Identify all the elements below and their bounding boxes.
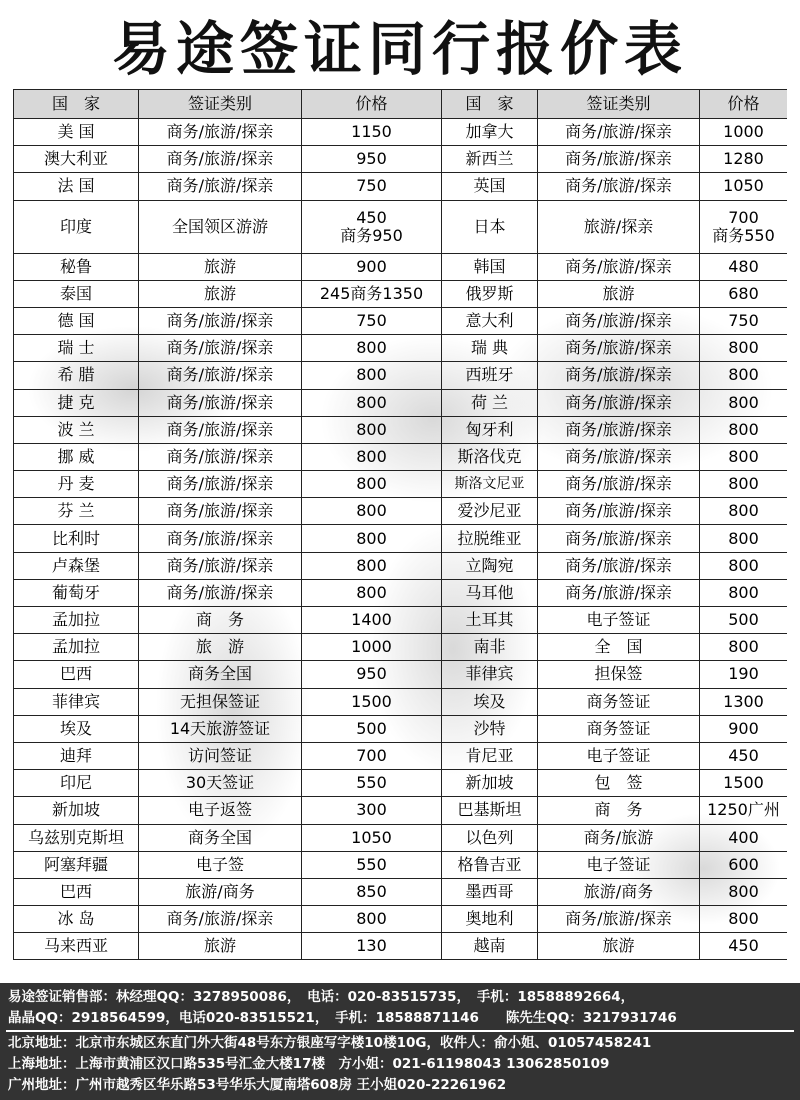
cell-country-right: 西班牙: [442, 362, 538, 389]
table-row: [14, 443, 788, 470]
cell-price-right: 500: [700, 607, 788, 634]
cell-price-right: 800: [700, 362, 788, 389]
cell-country-left: 新加坡: [14, 797, 139, 824]
cell-price-right: 800: [700, 525, 788, 552]
table-row: [14, 607, 788, 634]
cell-price-left: 800: [302, 552, 442, 579]
header-visa-type-right: 签证类别: [538, 90, 700, 119]
table-row: [14, 253, 788, 280]
cell-country-right: 马耳他: [442, 579, 538, 606]
cell-country-right: 瑞 典: [442, 335, 538, 362]
cell-price-right: 680: [700, 280, 788, 307]
cell-price-left: 750: [302, 173, 442, 200]
footer-sales-line-2: 晶晶QQ：2918564599，电话020-83515521， 手机：18588871146 陈先生QQ：3217931746: [8, 1010, 677, 1026]
cell-visa-type-right: 旅游: [538, 933, 700, 960]
cell-visa-type-right: 商务/旅游/探亲: [538, 579, 700, 606]
cell-visa-type-right: 商务/旅游/探亲: [538, 146, 700, 173]
cell-price-left: 800: [302, 362, 442, 389]
cell-visa-type-right: 商务/旅游/探亲: [538, 119, 700, 146]
price-table: [13, 89, 787, 960]
footer-divider: [6, 1030, 794, 1032]
cell-visa-type-left: 商务/旅游/探亲: [139, 525, 302, 552]
table-row: [14, 119, 788, 146]
cell-visa-type-right: 电子签证: [538, 851, 700, 878]
cell-visa-type-left: 旅游: [139, 253, 302, 280]
cell-price-right: 190: [700, 661, 788, 688]
cell-price-right: 1050: [700, 173, 788, 200]
cell-visa-type-right: 商务/旅游/探亲: [538, 416, 700, 443]
table-row: [14, 906, 788, 933]
cell-visa-type-left: 商务全国: [139, 661, 302, 688]
cell-visa-type-right: 担保签: [538, 661, 700, 688]
cell-price-left: 300: [302, 797, 442, 824]
cell-country-left: 巴西: [14, 661, 139, 688]
cell-country-left: 泰国: [14, 280, 139, 307]
cell-visa-type-left: 无担保签证: [139, 688, 302, 715]
cell-price-left: 850: [302, 878, 442, 905]
cell-country-right: 土耳其: [442, 607, 538, 634]
cell-country-left: 冰 岛: [14, 906, 139, 933]
cell-price-right: 800: [700, 579, 788, 606]
table-row: [14, 146, 788, 173]
header-country-right: 国 家: [442, 90, 538, 119]
cell-country-right: 南非: [442, 634, 538, 661]
table-row: [14, 335, 788, 362]
cell-price-left: 1400: [302, 607, 442, 634]
table-row: [14, 280, 788, 307]
table-body: [14, 119, 788, 960]
cell-visa-type-left: 商务全国: [139, 824, 302, 851]
header-country-left: 国 家: [14, 90, 139, 119]
cell-visa-type-left: 旅 游: [139, 634, 302, 661]
cell-country-right: 埃及: [442, 688, 538, 715]
cell-visa-type-left: 商务/旅游/探亲: [139, 443, 302, 470]
cell-country-right: 加拿大: [442, 119, 538, 146]
cell-visa-type-left: 商务/旅游/探亲: [139, 173, 302, 200]
cell-visa-type-right: 商务/旅游/探亲: [538, 552, 700, 579]
cell-price-right: 750: [700, 307, 788, 334]
cell-price-right: 600: [700, 851, 788, 878]
cell-price-left: 900: [302, 253, 442, 280]
table-row: [14, 878, 788, 905]
footer-shanghai-address: 上海地址：上海市黄浦区汉口路535号汇金大楼17楼 方小姐：021-61198043 13062850109: [8, 1056, 610, 1072]
cell-price-left: 800: [302, 335, 442, 362]
table-row: [14, 173, 788, 200]
cell-price-left: 800: [302, 471, 442, 498]
cell-visa-type-right: 旅游/探亲: [538, 200, 700, 253]
price-table-container: [13, 89, 787, 977]
cell-country-left: 法 国: [14, 173, 139, 200]
cell-country-left: 埃及: [14, 715, 139, 742]
cell-price-right: 1280: [700, 146, 788, 173]
cell-country-right: 新西兰: [442, 146, 538, 173]
cell-price-left: 1050: [302, 824, 442, 851]
cell-price-left: 950: [302, 661, 442, 688]
cell-country-left: 美 国: [14, 119, 139, 146]
cell-price-left: 800: [302, 906, 442, 933]
cell-visa-type-left: 访问签证: [139, 742, 302, 769]
cell-country-right: 沙特: [442, 715, 538, 742]
page-title: 易途签证同行报价表: [111, 15, 688, 83]
cell-price-left: 750: [302, 307, 442, 334]
cell-price-right: 1000: [700, 119, 788, 146]
footer-guangzhou-address: 广州地址：广州市越秀区华乐路53号华乐大厦南塔608房 王小姐020-22261962: [8, 1077, 507, 1093]
cell-visa-type-left: 商务/旅游/探亲: [139, 906, 302, 933]
cell-country-right: 英国: [442, 173, 538, 200]
cell-price-right: 1500: [700, 770, 788, 797]
cell-visa-type-left: 商务/旅游/探亲: [139, 579, 302, 606]
cell-visa-type-right: 商务签证: [538, 688, 700, 715]
cell-visa-type-right: 商务/旅游/探亲: [538, 443, 700, 470]
cell-visa-type-right: 商务/旅游/探亲: [538, 253, 700, 280]
cell-price-left: 550: [302, 851, 442, 878]
cell-country-right: 意大利: [442, 307, 538, 334]
cell-visa-type-right: 商务/旅游: [538, 824, 700, 851]
cell-country-left: 葡萄牙: [14, 579, 139, 606]
cell-country-right: 越南: [442, 933, 538, 960]
cell-visa-type-right: 电子签证: [538, 607, 700, 634]
cell-price-left: 500: [302, 715, 442, 742]
cell-country-right: 奥地利: [442, 906, 538, 933]
cell-price-right: 800: [700, 416, 788, 443]
cell-visa-type-left: 旅游/商务: [139, 878, 302, 905]
cell-country-left: 印尼: [14, 770, 139, 797]
cell-country-left: 孟加拉: [14, 607, 139, 634]
cell-country-right: 立陶宛: [442, 552, 538, 579]
cell-visa-type-right: 旅游/商务: [538, 878, 700, 905]
cell-visa-type-left: 商务/旅游/探亲: [139, 389, 302, 416]
table-row: [14, 797, 788, 824]
table-row: [14, 389, 788, 416]
cell-price-left: 1150: [302, 119, 442, 146]
cell-visa-type-right: 商务/旅游/探亲: [538, 335, 700, 362]
cell-country-left: 巴西: [14, 878, 139, 905]
cell-visa-type-right: 商务/旅游/探亲: [538, 525, 700, 552]
cell-price-right: 800: [700, 389, 788, 416]
cell-country-right: 俄罗斯: [442, 280, 538, 307]
cell-country-right: 荷 兰: [442, 389, 538, 416]
cell-visa-type-right: 商务/旅游/探亲: [538, 173, 700, 200]
cell-price-right: 450: [700, 742, 788, 769]
cell-country-left: 挪 威: [14, 443, 139, 470]
cell-visa-type-left: 商务/旅游/探亲: [139, 471, 302, 498]
table-row: [14, 362, 788, 389]
cell-country-right: 斯洛文尼亚: [442, 471, 538, 498]
cell-price-left: 800: [302, 416, 442, 443]
cell-country-left: 比利时: [14, 525, 139, 552]
table-header-row: [14, 90, 788, 119]
cell-price-right: 800: [700, 335, 788, 362]
cell-visa-type-right: 商务/旅游/探亲: [538, 906, 700, 933]
cell-price-left: 800: [302, 525, 442, 552]
cell-visa-type-left: 商务/旅游/探亲: [139, 498, 302, 525]
cell-country-left: 捷 克: [14, 389, 139, 416]
table-row: [14, 933, 788, 960]
cell-price-right: 900: [700, 715, 788, 742]
cell-visa-type-right: 商务/旅游/探亲: [538, 471, 700, 498]
cell-visa-type-left: 全国领区游游: [139, 200, 302, 253]
cell-price-left: 1500: [302, 688, 442, 715]
cell-country-left: 德 国: [14, 307, 139, 334]
cell-visa-type-right: 全 国: [538, 634, 700, 661]
cell-country-right: 日本: [442, 200, 538, 253]
cell-country-right: 爱沙尼亚: [442, 498, 538, 525]
table-row: [14, 552, 788, 579]
cell-visa-type-left: 电子签: [139, 851, 302, 878]
cell-price-right: 800: [700, 906, 788, 933]
cell-country-right: 巴基斯坦: [442, 797, 538, 824]
table-row: [14, 416, 788, 443]
cell-country-left: 希 腊: [14, 362, 139, 389]
cell-country-left: 波 兰: [14, 416, 139, 443]
cell-price-left: 800: [302, 579, 442, 606]
cell-country-left: 澳大利亚: [14, 146, 139, 173]
cell-visa-type-right: 商务/旅游/探亲: [538, 362, 700, 389]
cell-visa-type-left: 14天旅游签证: [139, 715, 302, 742]
table-row: [14, 770, 788, 797]
cell-visa-type-left: 旅游: [139, 933, 302, 960]
header-visa-type-left: 签证类别: [139, 90, 302, 119]
cell-price-right: 800: [700, 634, 788, 661]
table-row: [14, 498, 788, 525]
cell-country-right: 新加坡: [442, 770, 538, 797]
cell-country-left: 芬 兰: [14, 498, 139, 525]
cell-visa-type-right: 旅游: [538, 280, 700, 307]
cell-country-left: 瑞 士: [14, 335, 139, 362]
cell-visa-type-right: 商务/旅游/探亲: [538, 498, 700, 525]
cell-country-right: 格鲁吉亚: [442, 851, 538, 878]
table-row: [14, 824, 788, 851]
contact-footer: [0, 983, 800, 1100]
cell-country-left: 菲律宾: [14, 688, 139, 715]
table-row: [14, 661, 788, 688]
cell-visa-type-right: 商务签证: [538, 715, 700, 742]
cell-country-right: 斯洛伐克: [442, 443, 538, 470]
cell-price-left: 1000: [302, 634, 442, 661]
cell-country-left: 卢森堡: [14, 552, 139, 579]
cell-visa-type-right: 商 务: [538, 797, 700, 824]
cell-price-right: 800: [700, 878, 788, 905]
table-row: [14, 742, 788, 769]
cell-visa-type-left: 商 务: [139, 607, 302, 634]
cell-visa-type-right: 商务/旅游/探亲: [538, 389, 700, 416]
cell-price-left: 550: [302, 770, 442, 797]
table-row: [14, 200, 788, 253]
table-row: [14, 688, 788, 715]
cell-country-left: 乌兹别克斯坦: [14, 824, 139, 851]
cell-visa-type-left: 商务/旅游/探亲: [139, 307, 302, 334]
table-row: [14, 471, 788, 498]
table-row: [14, 634, 788, 661]
footer-sales-line-1: 易途签证销售部：林经理QQ：3278950086， 电话：020-83515735， 手机：18588892664，: [8, 989, 635, 1005]
cell-country-left: 秘鲁: [14, 253, 139, 280]
cell-visa-type-left: 商务/旅游/探亲: [139, 416, 302, 443]
cell-price-right: 800: [700, 471, 788, 498]
cell-price-left: 450 商务950: [302, 200, 442, 253]
cell-visa-type-left: 旅游: [139, 280, 302, 307]
cell-price-right: 700 商务550: [700, 200, 788, 253]
footer-beijing-address: 北京地址：北京市东城区东直门外大街48号东方银座写字楼10楼10G，收件人：俞小姐、01057458241: [8, 1035, 652, 1051]
cell-visa-type-right: 电子签证: [538, 742, 700, 769]
header-price-right: 价格: [700, 90, 788, 119]
cell-price-right: 1300: [700, 688, 788, 715]
cell-price-right: 480: [700, 253, 788, 280]
cell-visa-type-left: 商务/旅游/探亲: [139, 335, 302, 362]
cell-country-left: 印度: [14, 200, 139, 253]
cell-price-right: 800: [700, 552, 788, 579]
cell-price-left: 800: [302, 389, 442, 416]
cell-price-right: 800: [700, 498, 788, 525]
table-row: [14, 579, 788, 606]
cell-price-left: 800: [302, 443, 442, 470]
cell-visa-type-right: 包 签: [538, 770, 700, 797]
cell-price-left: 245商务1350: [302, 280, 442, 307]
cell-country-left: 丹 麦: [14, 471, 139, 498]
header-price-left: 价格: [302, 90, 442, 119]
cell-country-right: 匈牙利: [442, 416, 538, 443]
cell-price-right: 400: [700, 824, 788, 851]
cell-price-right: 1250广州: [700, 797, 788, 824]
cell-visa-type-left: 电子返签: [139, 797, 302, 824]
cell-country-left: 马来西亚: [14, 933, 139, 960]
cell-price-right: 450: [700, 933, 788, 960]
table-row: [14, 851, 788, 878]
cell-price-left: 950: [302, 146, 442, 173]
cell-country-right: 韩国: [442, 253, 538, 280]
cell-country-left: 孟加拉: [14, 634, 139, 661]
cell-visa-type-left: 商务/旅游/探亲: [139, 119, 302, 146]
cell-country-right: 菲律宾: [442, 661, 538, 688]
cell-price-right: 800: [700, 443, 788, 470]
cell-price-left: 130: [302, 933, 442, 960]
cell-price-left: 700: [302, 742, 442, 769]
table-row: [14, 525, 788, 552]
cell-country-left: 迪拜: [14, 742, 139, 769]
cell-country-left: 阿塞拜疆: [14, 851, 139, 878]
cell-visa-type-left: 30天签证: [139, 770, 302, 797]
cell-visa-type-left: 商务/旅游/探亲: [139, 146, 302, 173]
cell-country-right: 以色列: [442, 824, 538, 851]
table-row: [14, 715, 788, 742]
cell-country-right: 拉脱维亚: [442, 525, 538, 552]
cell-visa-type-left: 商务/旅游/探亲: [139, 362, 302, 389]
cell-country-right: 肯尼亚: [442, 742, 538, 769]
cell-price-left: 800: [302, 498, 442, 525]
cell-visa-type-left: 商务/旅游/探亲: [139, 552, 302, 579]
table-row: [14, 307, 788, 334]
cell-country-right: 墨西哥: [442, 878, 538, 905]
cell-visa-type-right: 商务/旅游/探亲: [538, 307, 700, 334]
